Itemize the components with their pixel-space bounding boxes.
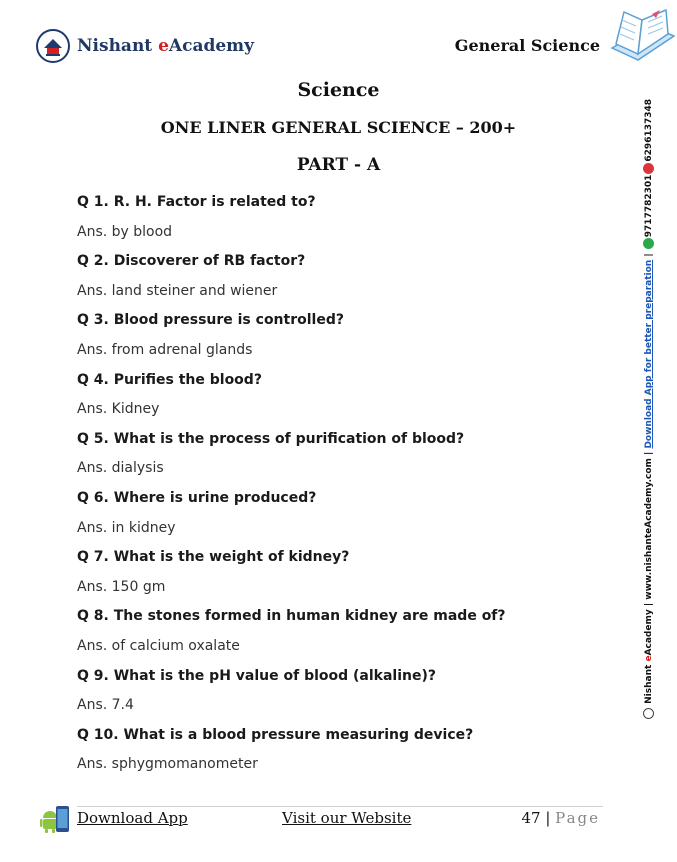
answer-1: Ans. by blood: [77, 223, 173, 240]
side-phone-1[interactable]: 9717782301: [644, 174, 654, 238]
question-9: Q 9. What is the pH value of blood (alkaline)?: [77, 667, 437, 684]
answer-10: Ans. sphygmomanometer: [77, 756, 258, 773]
android-phone-icon: [40, 804, 70, 834]
question-4: Q 4. Purifies the blood?: [77, 371, 262, 388]
academy-logo-icon: [643, 708, 654, 719]
answer-7: Ans. 150 gm: [77, 578, 166, 595]
question-5: Q 5. What is the process of purification of blood?: [77, 430, 465, 447]
page-number: 47 | Page: [521, 809, 600, 827]
answer-9: Ans. 7.4: [77, 697, 134, 714]
side-website[interactable]: www.nishanteAcademy.com: [644, 458, 654, 600]
footer-divider: [77, 806, 603, 807]
answer-2: Ans. land steiner and wiener: [77, 282, 278, 299]
question-1: Q 1. R. H. Factor is related to?: [77, 194, 316, 210]
side-download-link[interactable]: Download App for better preparation: [644, 259, 654, 449]
subject-title: General Science: [454, 36, 600, 55]
side-brand: Nishant eAcademy: [644, 609, 654, 704]
answer-6: Ans. in kidney: [77, 519, 176, 536]
open-book-icon: [608, 8, 677, 72]
question-10: Q 10. What is a blood pressure measuring device?: [77, 726, 474, 743]
page-header: [0, 0, 677, 80]
page-title: Science: [297, 79, 380, 101]
footer-website-link[interactable]: Visit our Website: [282, 809, 412, 827]
part-heading: PART - A: [296, 155, 381, 175]
phone-icon: [643, 163, 654, 174]
question-6: Q 6. Where is urine produced?: [77, 489, 317, 506]
whatsapp-icon: [643, 238, 654, 249]
question-7: Q 7. What is the weight of kidney?: [77, 549, 350, 566]
answer-5: Ans. dialysis: [77, 460, 164, 477]
section-subtitle: ONE LINER GENERAL SCIENCE – 200+: [160, 118, 517, 137]
answer-4: Ans. Kidney: [77, 401, 160, 418]
side-phone-2[interactable]: 6296137348: [644, 98, 654, 162]
brand-name: Nishant eAcademy: [77, 36, 255, 56]
answer-8: Ans. of calcium oxalate: [77, 637, 240, 654]
question-8: Q 8. The stones formed in human kidney are made of?: [77, 608, 506, 625]
academy-logo-icon: [36, 29, 70, 63]
answer-3: Ans. from adrenal glands: [77, 341, 253, 358]
question-2: Q 2. Discoverer of RB factor?: [77, 253, 306, 270]
question-answer-list: [77, 192, 627, 784]
question-3: Q 3. Blood pressure is controlled?: [77, 312, 344, 329]
footer-download-app-link[interactable]: Download App: [77, 809, 188, 827]
